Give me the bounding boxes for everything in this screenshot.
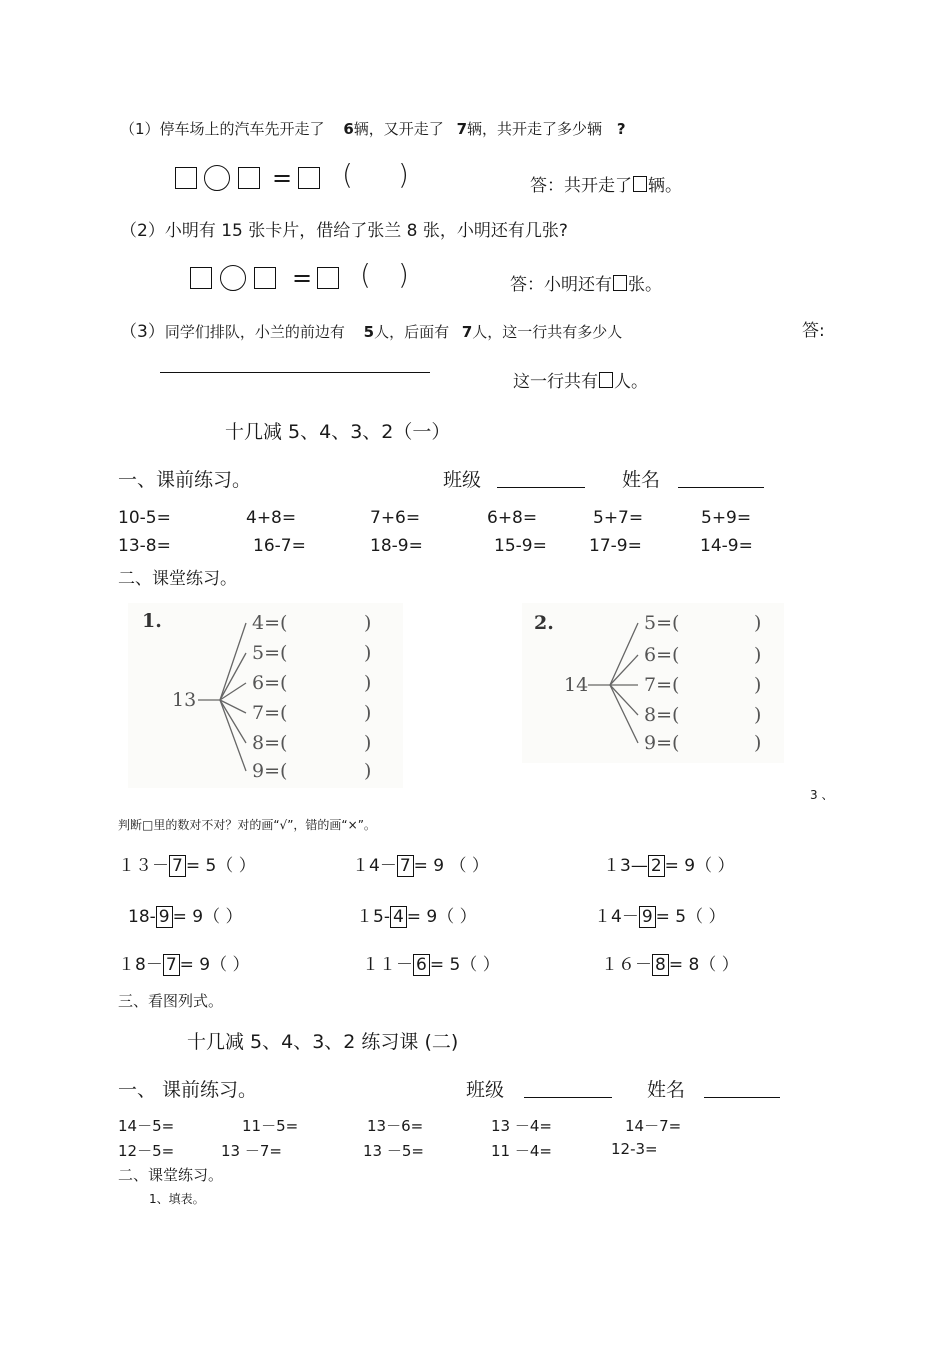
tree-1-close: ) [364,702,372,724]
arith-item: 7+6= [370,508,421,528]
lesson-1-title: 十几减 5、4、3、2（一） [225,421,451,443]
section-3-label: 三、看图列式。 [118,992,224,1010]
answer-box: 7 [163,954,180,976]
judge-instruction: 判断□里的数对不对？对的画“√”，错的画“×”。 [118,818,376,832]
arith-item: 12－5= [118,1142,175,1160]
open-paren: ( [342,158,353,191]
judge-item: １4－ 7 = 9 （ ） [352,856,489,876]
tree-1-close: ) [364,642,372,664]
blank-square [298,167,320,189]
judge-item: １5- 4 = 9（ ） [356,907,477,927]
arith-item: 13 －7= [221,1142,282,1160]
arith-item: 11－5= [242,1117,299,1135]
arith-item: 4+8= [246,508,297,528]
tree-1-item: 6=( [252,672,288,694]
lesson-1-class-label: 二、课堂练习。 [118,569,237,589]
decomposition-tree-2 [522,603,784,763]
tree-2-close: ) [754,732,762,754]
tree-1-item: 7=( [252,702,288,724]
judge-item: １６－ 8 = 8（ ） [601,955,739,975]
problem-2-text: （2）小明有 15 张卡片，借给了张兰 8 张，小明还有几张? [120,221,568,241]
answer-box: 7 [169,855,186,877]
judge-item: １１－ 6 = 5（ ） [362,955,500,975]
answer-box: 2 [648,855,665,877]
close-paren: ) [398,158,409,191]
arith-item: 5+9= [701,508,752,528]
tree-1-item: 4=( [252,612,288,634]
tree-1-root: 13 [172,689,197,711]
answer-box: 8 [652,954,669,976]
name-blank [704,1097,780,1098]
tree-2-item: 9=( [644,732,680,754]
lesson-1-pre-label: 一、课前练习。 [118,469,252,491]
problem-1-text: （1）停车场上的汽车先开走了 6辆，又开走了 7辆，共开走了多少辆 ? [120,120,626,138]
blank-square [317,267,339,289]
arith-item: 13-8= [118,536,171,556]
arith-item: 18-9= [370,536,423,556]
class-label: 班级 [443,469,482,491]
problem-3-answer: 这一行共有 人。 [513,372,648,392]
judge-item: １8－ 7 = 9（ ） [118,955,250,975]
tree-2-close: ) [754,674,762,696]
arith-item: 13 －5= [363,1142,424,1160]
tree-1-item: 9=( [252,760,288,782]
answer-box: 7 [397,855,414,877]
arith-item: 16-7= [253,536,306,556]
blank-square [238,167,260,189]
close-paren: ) [398,258,409,291]
judge-item: １3— 2 = 9（ ） [603,856,735,876]
tree-2-item: 6=( [644,644,680,666]
tree-2-item: 8=( [644,704,680,726]
tree-2-item: 7=( [644,674,680,696]
answer-line [160,372,430,373]
arith-item: 14－5= [118,1117,175,1135]
tree-1-close: ) [364,612,372,634]
judge-item: １4－ 9 = 5（ ） [594,907,726,927]
tree-2-root: 14 [564,674,589,696]
lesson-2-title: 十几减 5、4、3、2 练习课 (二) [187,1031,459,1053]
arith-item: 11 －4= [491,1142,552,1160]
class-blank [524,1097,612,1098]
name-label: 姓名 [647,1079,686,1101]
problem-1-answer: 答：共开走了 辆。 [530,176,682,196]
arith-item: 12-3= [611,1140,658,1158]
tree-2-label: 2. [534,612,554,634]
blank-square [175,167,197,189]
tree-1-close: ) [364,760,372,782]
answer-box: 9 [156,906,173,928]
tree-2-close: ) [754,644,762,666]
answer-box: 4 [390,906,407,928]
arith-item: 14－7= [625,1117,682,1135]
tree-2-close: ) [754,704,762,726]
tree-1-close: ) [364,672,372,694]
arith-item: 5+7= [593,508,644,528]
class-blank [497,487,585,488]
answer-square [633,176,647,192]
fill-table-label: 1、填表。 [149,1192,205,1206]
tree-1-close: ) [364,732,372,754]
arith-item: 15-9= [494,536,547,556]
decomposition-tree-1 [128,603,403,788]
lesson-2-pre-label: 一、 课前练习。 [118,1079,258,1101]
answer-square [613,275,627,291]
open-paren: ( [360,258,371,291]
arith-item: 14-9= [700,536,753,556]
answer-square [599,372,613,388]
tree-1-item: 8=( [252,732,288,754]
arith-item: 13 －4= [491,1117,552,1135]
equals-sign: = [272,164,293,192]
name-label: 姓名 [622,469,661,491]
problem-3-text: （3）同学们排队，小兰的前边有 5人，后面有 7人，这一行共有多少人 [120,322,623,342]
blank-circle [220,265,246,291]
name-blank [678,487,764,488]
blank-circle [204,165,230,191]
arith-item: 17-9= [589,536,642,556]
arith-item: 13－6= [367,1117,424,1135]
problem-3-answer-label: 答: [802,321,825,341]
arith-item: 10-5= [118,508,171,528]
tree-1-label: 1. [142,610,162,632]
problem-2-answer: 答：小明还有 张。 [510,275,662,295]
class-label: 班级 [466,1079,505,1101]
answer-box: 9 [639,906,656,928]
arith-item: 6+8= [487,508,538,528]
item-number-3: 3 、 [810,788,834,802]
blank-square [190,267,212,289]
answer-box: 6 [413,954,430,976]
tree-1-item: 5=( [252,642,288,664]
blank-square [254,267,276,289]
equals-sign: = [292,264,313,292]
lesson-2-class-label: 二、课堂练习。 [118,1166,224,1184]
tree-2-item: 5=( [644,612,680,634]
judge-item: １３－ 7 = 5（ ） [118,856,256,876]
tree-2-close: ) [754,612,762,634]
judge-item: 18- 9 = 9（ ） [128,907,243,927]
